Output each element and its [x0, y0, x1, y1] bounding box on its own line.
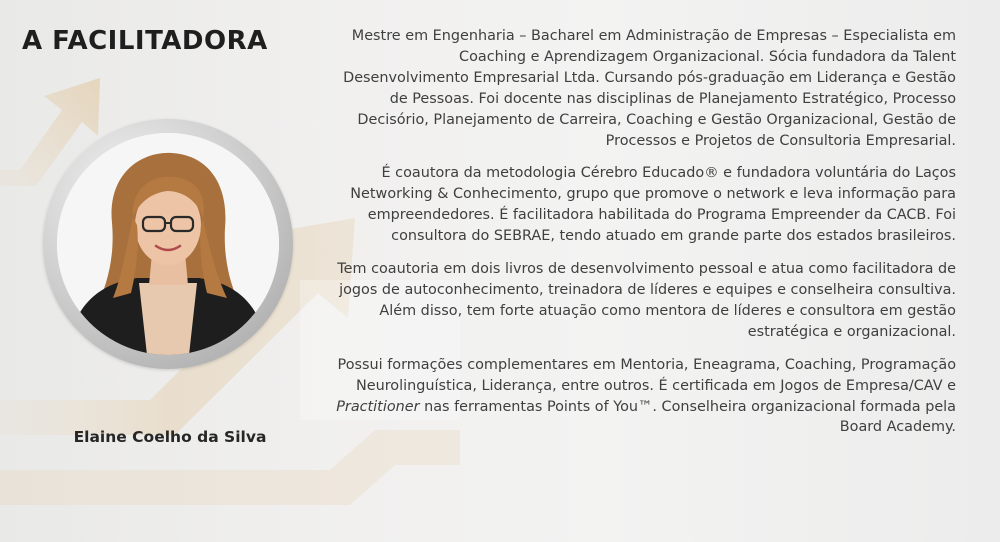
practitioner-emphasis: Practitioner	[336, 398, 420, 415]
bio-paragraph-1: Mestre em Engenharia – Bacharel em Administração de Empresas – Especialista em Coaching e Aprendizagem Organizacional. Sócia fundadora da Talent Desenvolvimento Empresarial Ltda. Cursando pós-graduação em Liderança e Gestão de Pessoas. Foi docente nas disciplinas de Planejamento Estratégico, Processo Decisório, Planejamento de Carreira, Coaching e Gestão Organizacional, Gestão de Processos e Projetos de Consultoria Empresarial.	[343, 28, 956, 149]
bio-paragraph-3: Tem coautoria em dois livros de desenvolvimento pessoal e atua como facilitadora de jogos de autoconhecimento, treinadora de líderes e equipes e conselheira consultiva. Além disso, tem forte atuação como mentora de líderes e consultora em gestão estratégica e organizacional.	[337, 261, 956, 340]
bio-paragraph-4-part1: Possui formações complementares em Mentoria, Eneagrama, Coaching, Programação Neurolinguística, Liderança, entre outros. É certificada em Jogos de Empresa/CAV e	[337, 356, 956, 394]
bio-paragraph-2: É coautora da metodologia Cérebro Educado® e fundadora voluntária do Laços Networking & Conhecimento, grupo que promove o network e leva informação para empreendedores. É facilitadora habilitada do Programa Empreender da CACB. Foi consultora do SEBRAE, tendo atuado em grande parte dos estados brasileiros.	[350, 165, 956, 245]
bio-text	[330, 26, 956, 450]
avatar	[57, 133, 279, 355]
page-title: A FACILITADORA	[22, 26, 268, 56]
avatar-frame	[43, 119, 293, 369]
facilitator-name: Elaine Coelho da Silva	[73, 428, 267, 446]
portrait-photo-icon	[57, 133, 279, 355]
bio-paragraph-4	[330, 355, 956, 439]
bio-paragraph-4-part2: nas ferramentas Points of You™. Conselheira organizacional formada pela Board Academy.	[419, 398, 956, 436]
